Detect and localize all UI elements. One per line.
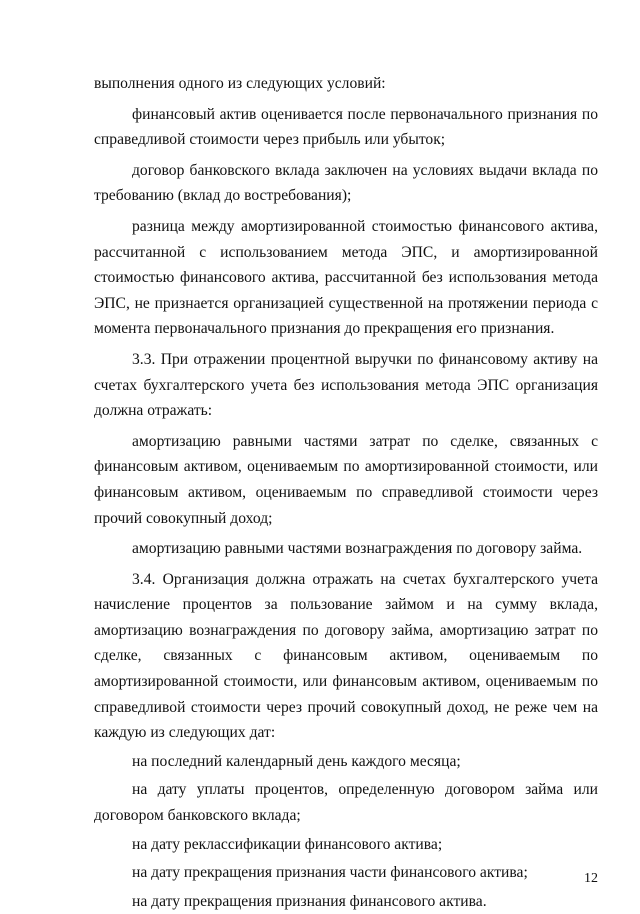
paragraph-section-3-4: 3.4. Организация должна отражать на счетах бухгалтерского учета начисление процентов за пользование займом и на сумму вклада, амортизацию вознаграждения по договору займа, амортизацию затрат по сделке, связанных с финансовым активом, оцениваемым по амортизированной стоимости, или финансовым активом, оцениваемым по справедливой стоимости через прочий совокупный доход, не реже чем на каждую из следующих дат: bbox=[94, 570, 598, 742]
paragraph-condition-3: разница между амортизированной стоимостью финансового актива, рассчитанной с использованием метода ЭПС, и амортизированной стоимостью финансового актива, рассчитанной без использования метода ЭПС, не признается организацией существенной на протяжении периода с момента первоначального признания до прекращения его признания. bbox=[94, 217, 598, 338]
paragraph-date-reclassification: на дату реклассификации финансового актива; bbox=[132, 835, 443, 853]
paragraph-date-partial-derecognition: на дату прекращения признания части финансового актива; bbox=[132, 864, 528, 882]
paragraph-date-month-end: на последний календарный день каждого месяца; bbox=[132, 752, 461, 770]
paragraph-condition-1: финансовый актив оценивается после первоначального признания по справедливой стоимости через прибыль или убыток; bbox=[94, 105, 598, 149]
paragraph-condition-2: договор банковского вклада заключен на условиях выдачи вклада по требованию (вклад до востребования); bbox=[94, 161, 598, 205]
paragraph-date-derecognition: на дату прекращения признания финансового актива. bbox=[132, 892, 487, 910]
document-body bbox=[94, 71, 598, 914]
paragraph-continuation: выполнения одного из следующих условий: bbox=[94, 75, 386, 92]
page-number: 12 bbox=[584, 871, 598, 886]
paragraph-date-interest-payment: на дату уплаты процентов, определенную договором займа или договором банковского вклада; bbox=[94, 781, 598, 825]
paragraph-amortization-reward: амортизацию равными частями вознаграждения по договору займа. bbox=[132, 540, 583, 558]
paragraph-section-3-3: 3.3. При отражении процентной выручки по финансовому активу на счетах бухгалтерского учета без использования метода ЭПС организация должна отражать: bbox=[94, 350, 598, 420]
paragraph-amortization-costs: амортизацию равными частями затрат по сделке, связанных с финансовым активом, оцениваемым по амортизированной стоимости, или финансовым активом, оцениваемым по справедливой стоимости через прочий совокупный доход; bbox=[94, 432, 598, 527]
